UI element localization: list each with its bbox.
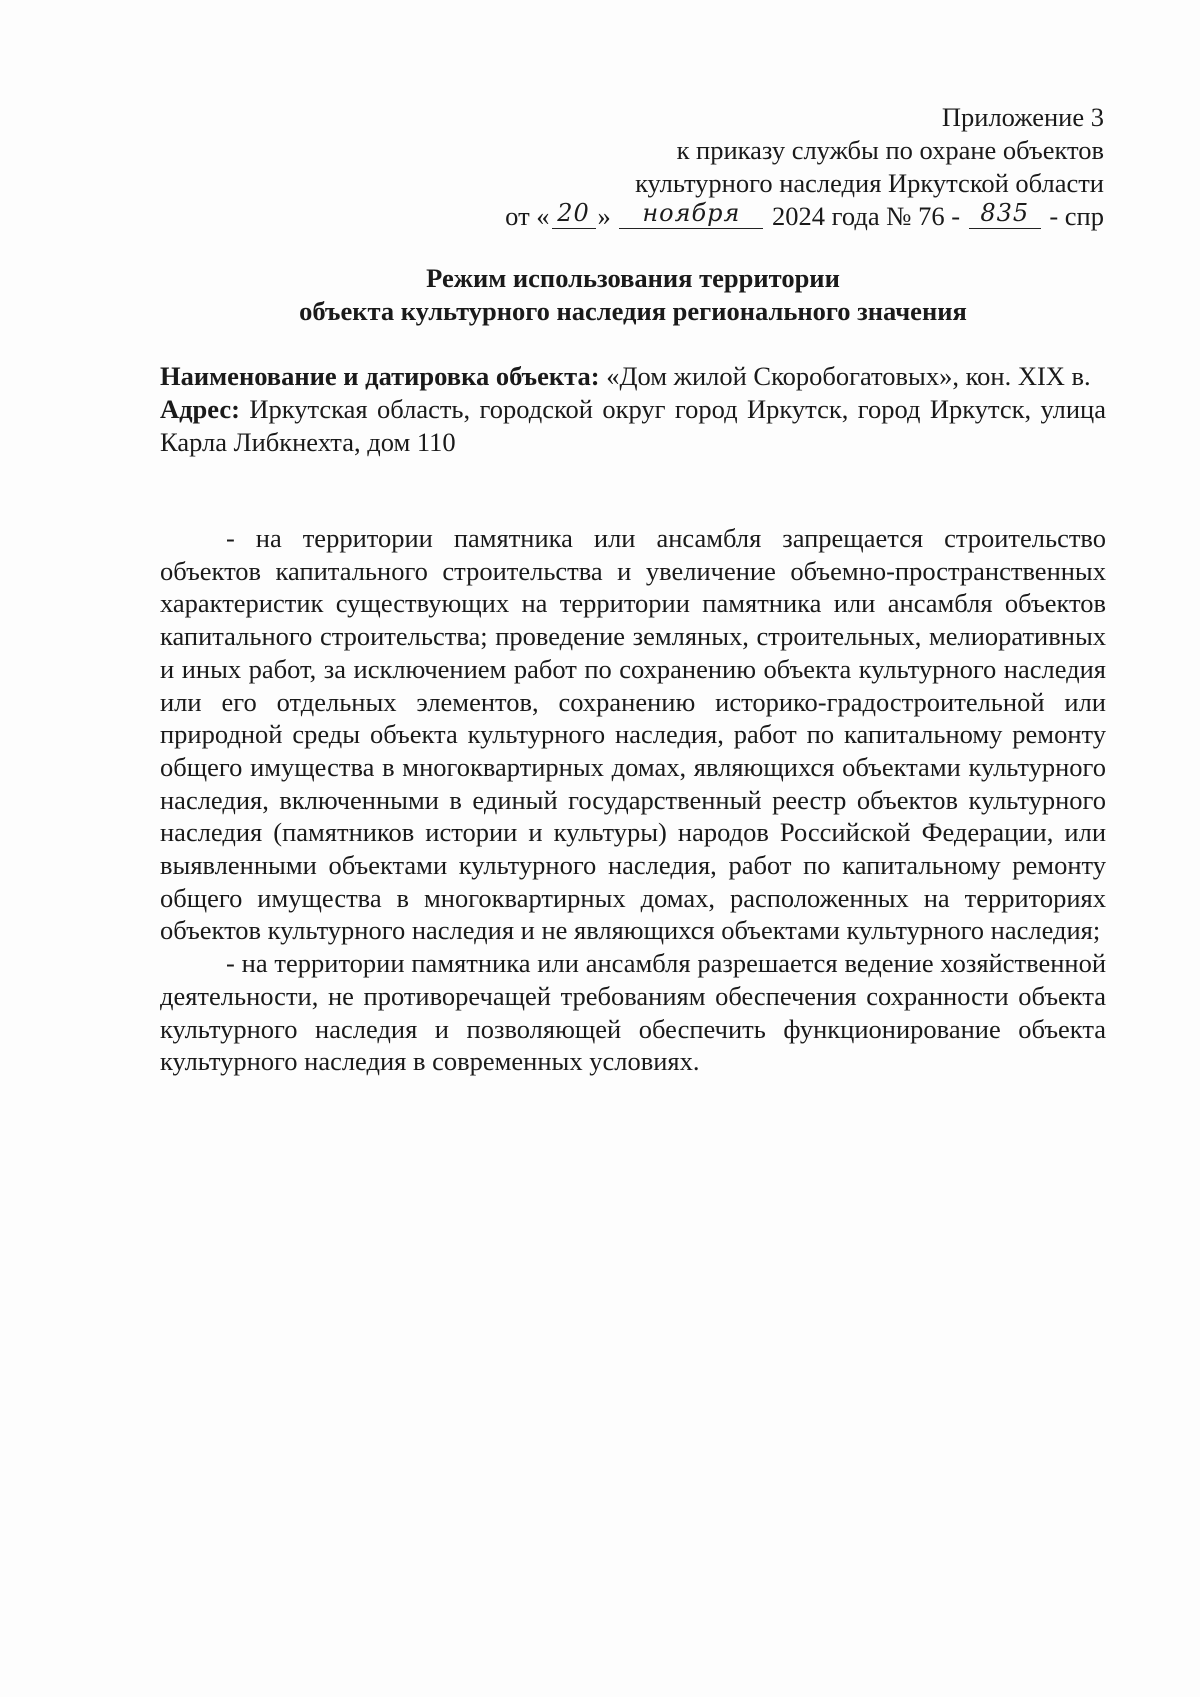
appendix-header bbox=[505, 101, 1104, 233]
object-name-label: Наименование и датировка объекта: bbox=[160, 361, 600, 391]
rule-permission: - на территории памятника или ансамбля разрешается ведение хозяйственной деятельности, не противоречащей требованиям обеспечения сохранности объекта культурного наследия и позволяющей обеспечить функционирование объекта культурного наследия в современных условиях. bbox=[160, 948, 1106, 1077]
object-details bbox=[160, 360, 1106, 459]
heading-line-2: объекта культурного наследия регионального значения bbox=[299, 296, 967, 326]
appendix-date-line bbox=[505, 200, 1104, 233]
rule-prohibition: - на территории памятника или ансамбля запрещается строительство объектов капитального строительства и увеличение объемно-пространственных характеристик существующих на территории памятника или ансамбля объектов капитального строительства; проведение земляных, строительных, мелиоративных и иных работ, за исключением работ по сохранению объекта культурного наследия или его отдельных элементов, сохранению историко-градостроительной или природной среды объекта культурного наследия, работ по капитальному ремонту общего имущества в многоквартирных домах, являющихся объектами культурного наследия, включенными в единый государственный реестр объектов культурного наследия (памятников истории и культуры) народов Российской Федерации, или выявленными объектами культурного наследия, работ по капитальному ремонту общего имущества в многоквартирных домах, расположенных на территориях объектов культурного наследия и не являющихся объектами культурного наследия; bbox=[160, 523, 1106, 946]
order-number-handwritten: 835 bbox=[980, 199, 1030, 227]
object-address-paragraph bbox=[160, 393, 1106, 459]
order-number-field bbox=[969, 200, 1041, 229]
usage-rules bbox=[160, 522, 1106, 1078]
date-quote-close: » bbox=[597, 201, 611, 231]
object-address-label: Адрес: bbox=[160, 394, 240, 424]
order-suffix: - спр bbox=[1049, 201, 1104, 231]
appendix-order-reference: к приказу службы по охране объектов bbox=[676, 135, 1104, 165]
object-name-paragraph bbox=[160, 360, 1106, 393]
heading-line-1: Режим использования территории bbox=[426, 263, 840, 293]
appendix-title: Приложение 3 bbox=[941, 102, 1104, 132]
date-prefix: от « bbox=[505, 201, 550, 231]
date-year-text: 2024 года № 76 - bbox=[772, 201, 961, 231]
document-heading bbox=[160, 262, 1106, 328]
date-day-field bbox=[552, 200, 596, 229]
date-month-field bbox=[619, 200, 763, 229]
object-address-value: Иркутская область, городской округ город Иркутск, город Иркутск, улица Карла Либкнехта, дом 110 bbox=[160, 394, 1106, 457]
date-day-handwritten: 20 bbox=[557, 199, 590, 227]
appendix-authority: культурного наследия Иркутской области bbox=[635, 168, 1104, 198]
object-name-value: «Дом жилой Скоробогатовых», кон. XIX в. bbox=[606, 361, 1091, 391]
date-month-handwritten: ноября bbox=[642, 199, 741, 227]
